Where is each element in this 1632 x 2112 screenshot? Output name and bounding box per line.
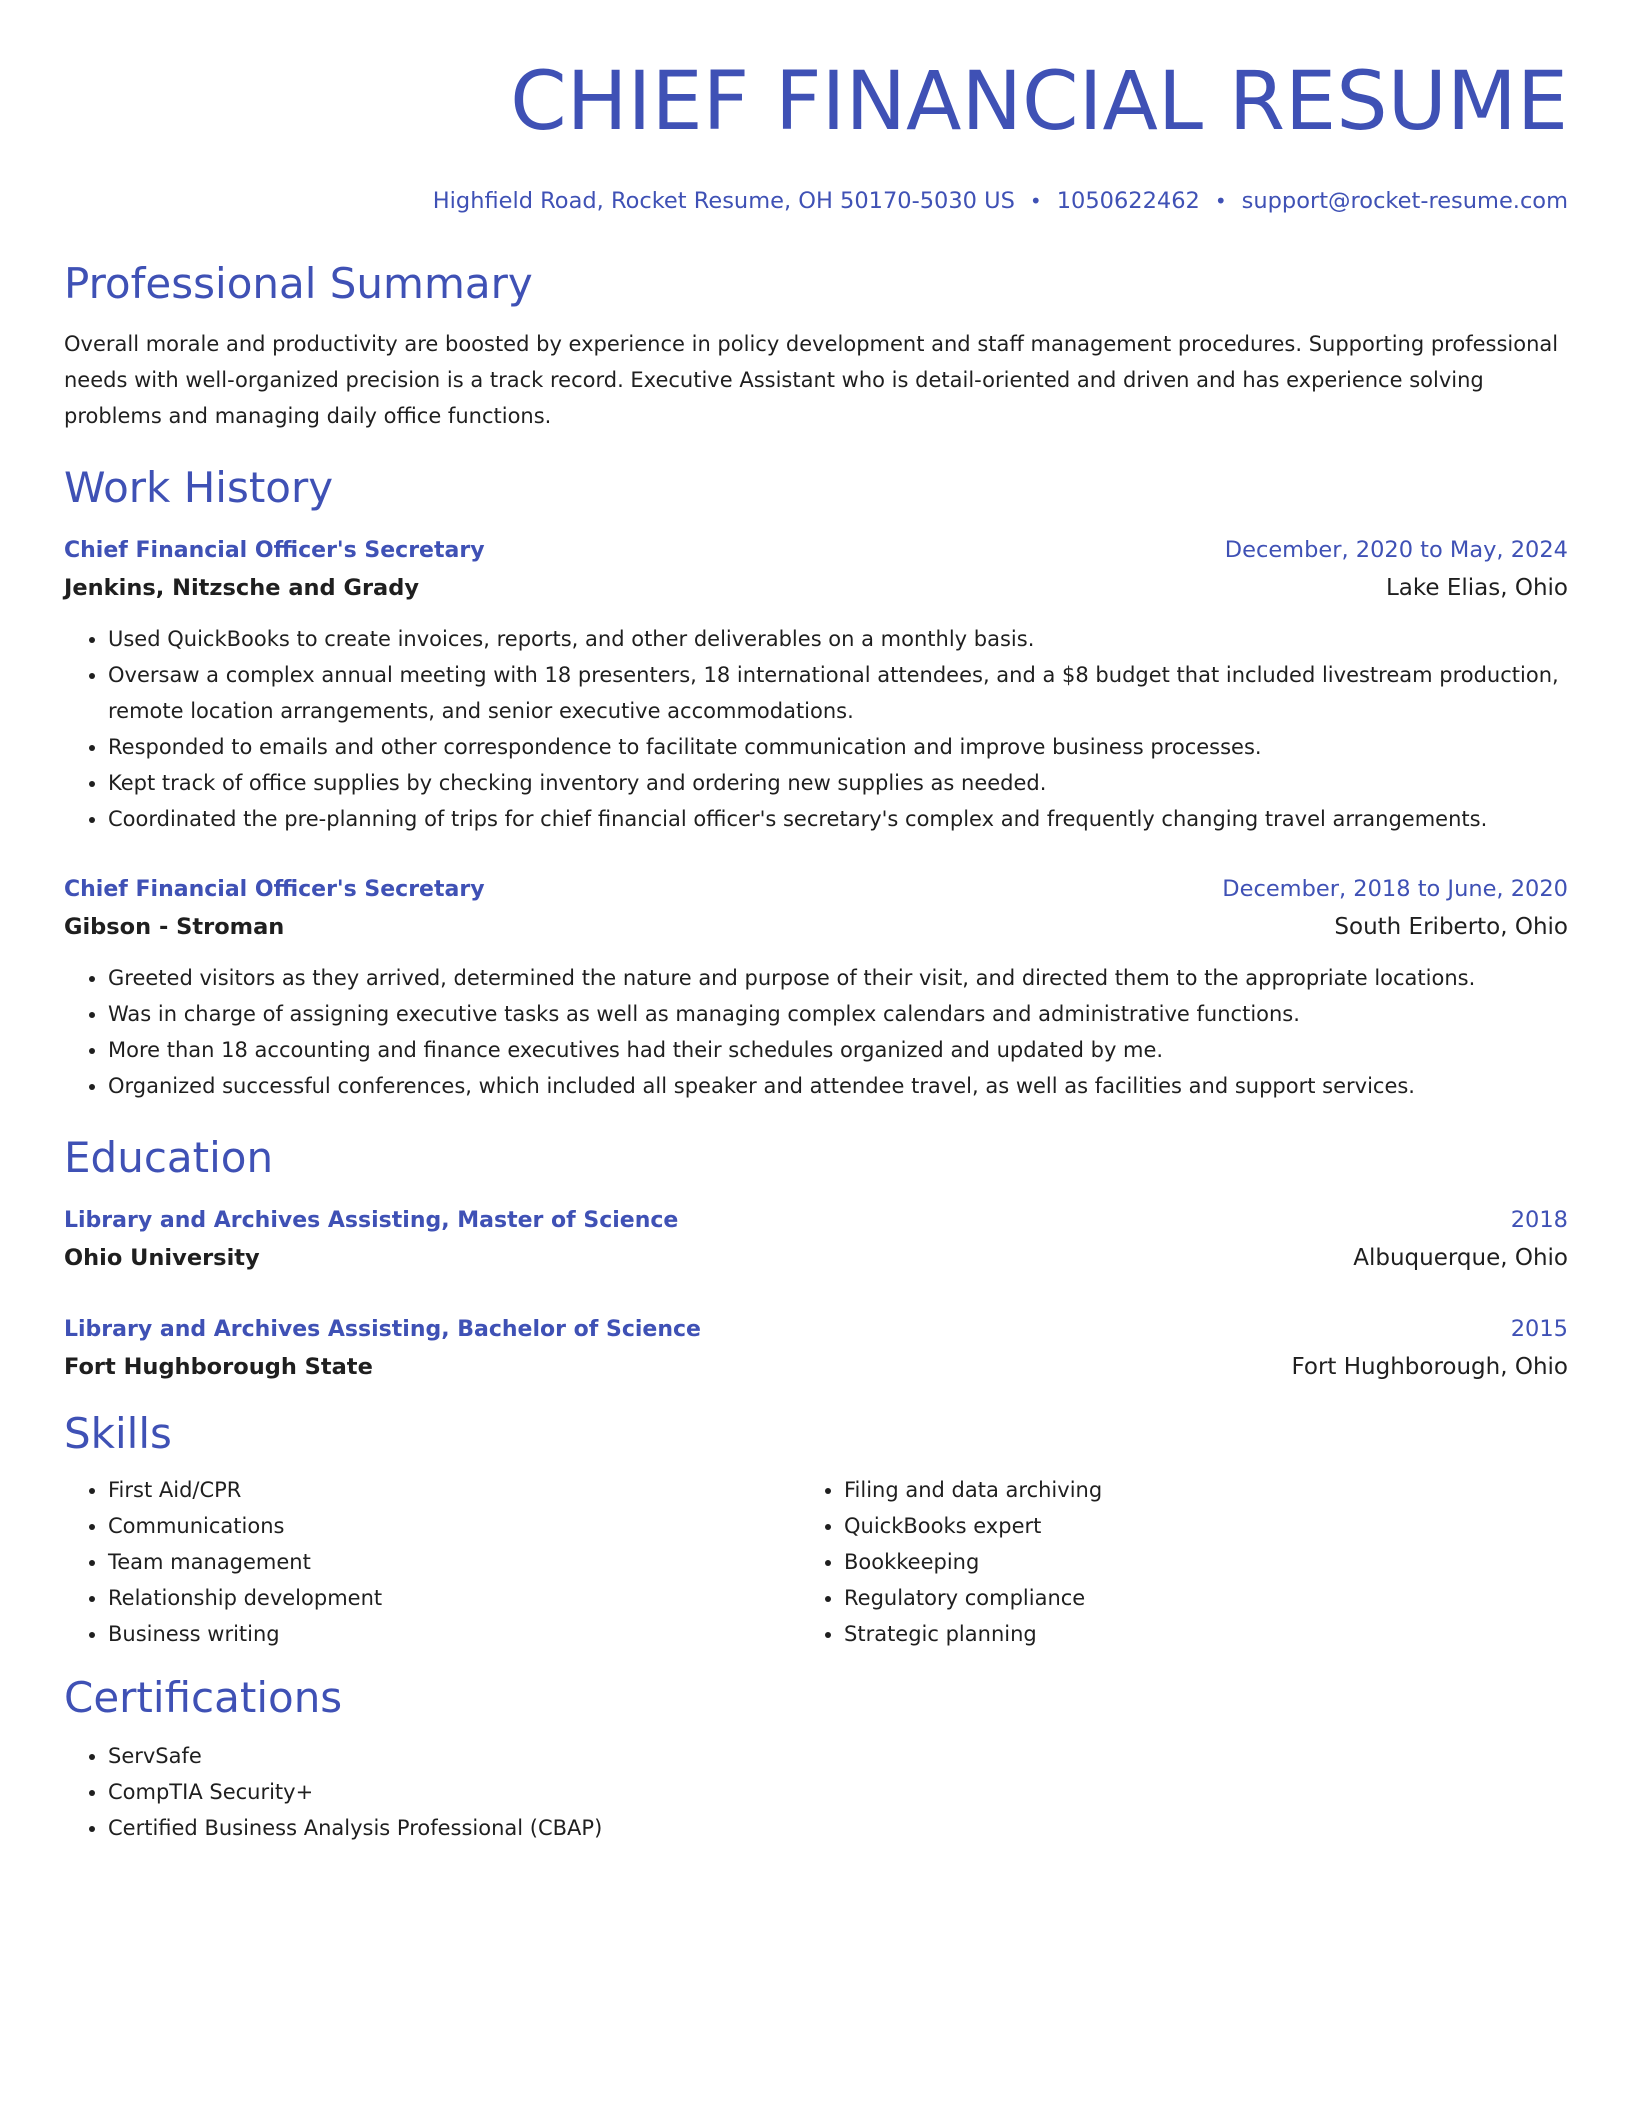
list-item: • Organized successful conferences, which included all speaker and attendee travel, as well as facilities and support services. bbox=[108, 1068, 1568, 1104]
list-item: • Greeted visitors as they arrived, determined the nature and purpose of their visit, and directed them to the appropriate locations. bbox=[108, 960, 1568, 996]
job-dates: December, 2018 to June, 2020 bbox=[1222, 876, 1568, 902]
contact-separator: • bbox=[1214, 189, 1227, 213]
education-location: Fort Hughborough, Ohio bbox=[1291, 1354, 1568, 1380]
contact-separator: • bbox=[1029, 189, 1042, 213]
certifications-list bbox=[64, 1738, 1568, 1846]
education-entry bbox=[64, 1202, 1568, 1277]
contact-address: Highfield Road, Rocket Resume, OH 50170-5030 US bbox=[432, 188, 1015, 214]
job-company-row bbox=[64, 569, 1568, 607]
job-company: Gibson - Stroman bbox=[64, 914, 285, 940]
resume-name: CHIEF FINANCIAL RESUME bbox=[510, 55, 1568, 149]
list-item: • Strategic planning bbox=[844, 1616, 1536, 1652]
summary-heading: Professional Summary bbox=[64, 259, 533, 308]
skills-grid bbox=[64, 1472, 1568, 1652]
list-item: • More than 18 accounting and finance executives had their schedules organized and updated by me. bbox=[108, 1032, 1568, 1068]
job-role: Chief Financial Officer's Secretary bbox=[64, 877, 485, 902]
skills-heading: Skills bbox=[64, 1409, 172, 1458]
job-company-row bbox=[64, 908, 1568, 946]
job-location: Lake Elias, Ohio bbox=[1385, 575, 1568, 601]
list-item: • Used QuickBooks to create invoices, reports, and other deliverables on a monthly basis. bbox=[108, 621, 1568, 657]
education-school: Ohio University bbox=[64, 1245, 260, 1271]
education-degree: Library and Archives Assisting, Bachelor of Science bbox=[64, 1317, 701, 1342]
list-item: • First Aid/CPR bbox=[108, 1472, 800, 1508]
job-bullets bbox=[64, 621, 1568, 837]
list-item: • Bookkeeping bbox=[844, 1544, 1536, 1580]
work-history-heading: Work History bbox=[64, 463, 334, 512]
list-item: • Business writing bbox=[108, 1616, 800, 1652]
education-school: Fort Hughborough State bbox=[64, 1354, 373, 1380]
education-location: Albuquerque, Ohio bbox=[1353, 1245, 1568, 1271]
contact-phone: 1050622462 bbox=[1056, 188, 1200, 214]
summary-text: Overall morale and productivity are boosted by experience in policy development and staff management procedures. Supporting professional needs with well-organized precision is a track record. Executive Assistant who is detail-oriented and driven and has experience solving problems and managing daily office functions. bbox=[64, 332, 1559, 428]
list-item: • Coordinated the pre-planning of trips for chief financial officer's secretary's complex and frequently changing travel arrangements. bbox=[108, 801, 1568, 837]
education-degree-row bbox=[64, 1311, 1568, 1348]
job-entry bbox=[64, 871, 1568, 1104]
list-item: • Was in charge of assigning executive tasks as well as managing complex calendars and administrative functions. bbox=[108, 996, 1568, 1032]
education-heading: Education bbox=[64, 1133, 274, 1182]
list-item: • QuickBooks expert bbox=[844, 1508, 1536, 1544]
list-item: • Relationship development bbox=[108, 1580, 800, 1616]
list-item: • Filing and data archiving bbox=[844, 1472, 1536, 1508]
education-degree: Library and Archives Assisting, Master of Science bbox=[64, 1208, 679, 1233]
job-entry bbox=[64, 532, 1568, 837]
skills-list-right bbox=[800, 1472, 1536, 1652]
education-year: 2015 bbox=[1510, 1316, 1568, 1342]
job-company: Jenkins, Nitzsche and Grady bbox=[64, 575, 420, 601]
education-degree-row bbox=[64, 1202, 1568, 1239]
list-item: • Responded to emails and other correspondence to facilitate communication and improve business processes. bbox=[108, 729, 1568, 765]
contact-line bbox=[64, 188, 1568, 214]
list-item: • CompTIA Security+ bbox=[108, 1774, 1568, 1810]
list-item: • Regulatory compliance bbox=[844, 1580, 1536, 1616]
job-bullets bbox=[64, 960, 1568, 1104]
resume-header bbox=[64, 56, 1568, 214]
list-item: • Communications bbox=[108, 1508, 800, 1544]
job-title-row bbox=[64, 871, 1568, 908]
education-year: 2018 bbox=[1510, 1207, 1568, 1233]
education-entry bbox=[64, 1311, 1568, 1386]
list-item: • Certified Business Analysis Professional (CBAP) bbox=[108, 1810, 1568, 1846]
list-item: • Team management bbox=[108, 1544, 800, 1580]
skills-list-left bbox=[64, 1472, 800, 1652]
education-school-row bbox=[64, 1348, 1568, 1386]
certifications-heading: Certifications bbox=[64, 1673, 343, 1722]
education-school-row bbox=[64, 1239, 1568, 1277]
job-dates: December, 2020 to May, 2024 bbox=[1224, 537, 1568, 563]
list-item: • Kept track of office supplies by checking inventory and ordering new supplies as needed. bbox=[108, 765, 1568, 801]
job-title-row bbox=[64, 532, 1568, 569]
job-role: Chief Financial Officer's Secretary bbox=[64, 538, 485, 563]
list-item: • ServSafe bbox=[108, 1738, 1568, 1774]
job-location: South Eriberto, Ohio bbox=[1334, 914, 1568, 940]
contact-email: support@rocket-resume.com bbox=[1241, 188, 1568, 214]
list-item: • Oversaw a complex annual meeting with 18 presenters, 18 international attendees, and a $8 budget that included livestream production, remote location arrangements, and senior executive accommodations. bbox=[108, 657, 1568, 729]
